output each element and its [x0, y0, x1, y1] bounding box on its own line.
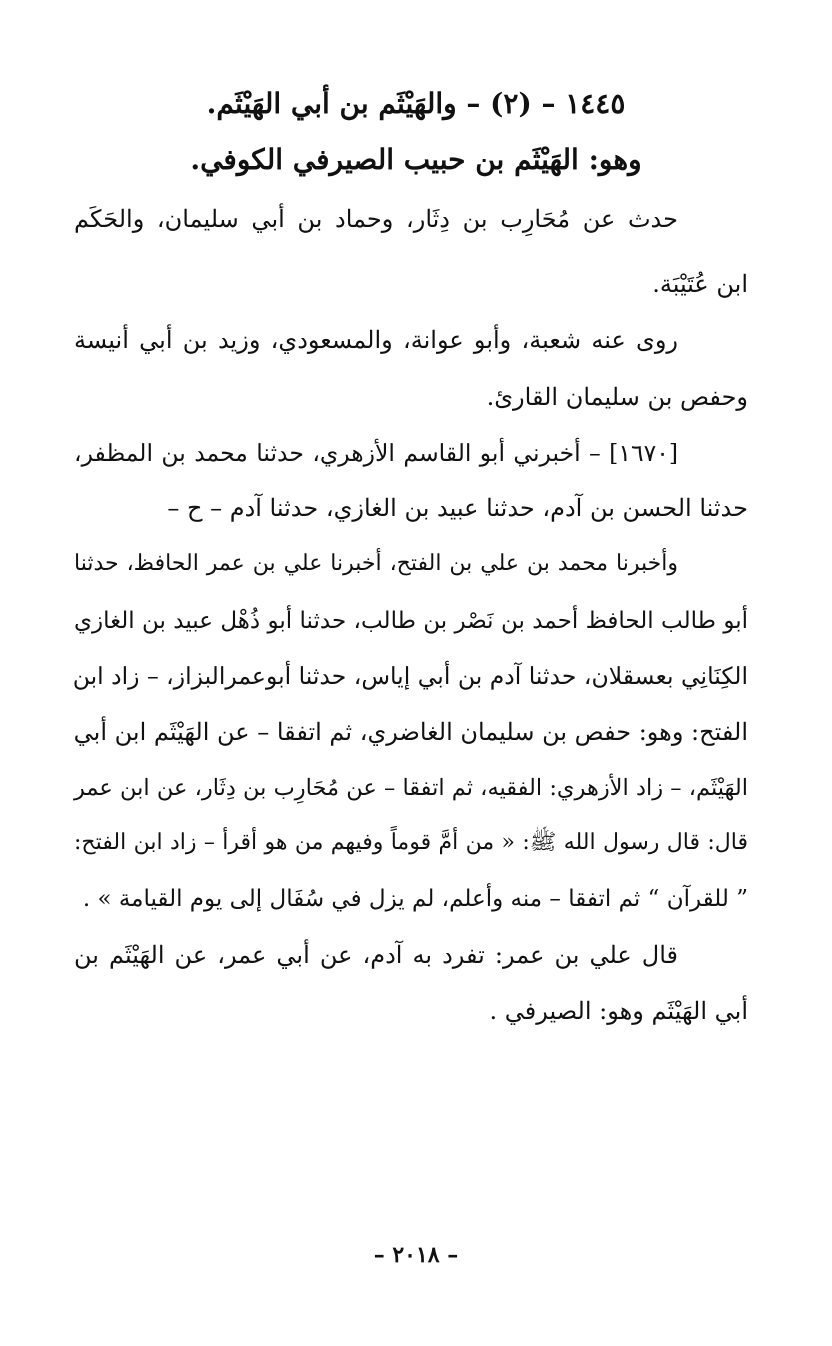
text-line: حدثنا الحسن بن آدم، حدثنا عبيد بن الغازي، حدثنا آدم – ح –: [167, 494, 748, 522]
text-line: وحفص بن سليمان القارئ.: [486, 383, 748, 411]
text-line: قال: قال رسول الله ﷺ: « من أمَّ قوماً وفيهم من هو أقرأ – زاد ابن الفتح:: [74, 830, 748, 855]
entry-subheading: وهو: الهَيْثَم بن حبيب الصيرفي الكوفي.: [190, 143, 642, 176]
text-line: روى عنه شعبة، وأبو عوانة، والمسعودي، وزيد بن أبي أنيسة: [74, 326, 678, 354]
text-line: الهَيْثَم، – زاد الأزهري: الفقيه، ثم اتفقا – عن مُحَارِب بن دِثَار، عن ابن عمر: [74, 775, 748, 801]
entry-heading: ١٤٤٥ – (٢) – والهَيْثَم بن أبي الهَيْثَم.: [206, 87, 626, 120]
page-number: – ٢٠١٨ –: [373, 1242, 459, 1268]
text-line: حدث عن مُحَارِب بن دِثَار، وحماد بن أبي سليمان، والحَكَم: [74, 205, 678, 233]
text-line: ابن عُتَيْبَة.: [652, 270, 748, 298]
text-line: الفتح: وهو: حفص بن سليمان الغاضري، ثم اتفقا – عن الهَيْثَم ابن أبي: [73, 718, 748, 746]
text-line: قال علي بن عمر: تفرد به آدم، عن أبي عمر، عن الهَيْثَم بن: [74, 941, 678, 969]
text-line: أبي الهَيْثَم وهو: الصيرفي .: [489, 997, 748, 1025]
text-line: الكِنَانِي بعسقلان، حدثنا آدم بن أبي إياس، حدثنا أبوعمرالبزاز، – زاد ابن: [72, 662, 748, 690]
text-line: [١٦٧٠] – أخبرني أبو القاسم الأزهري، حدثنا محمد بن المظفر،: [74, 439, 678, 467]
text-line: وأخبرنا محمد بن علي بن الفتح، أخبرنا علي بن عمر الحافظ، حدثنا: [74, 551, 678, 576]
text-line: ” للقرآن “ ثم اتفقا – منه وأعلم، لم يزل في سُفَال إلى يوم القيامة » .: [82, 886, 748, 912]
text-line: أبو طالب الحافظ أحمد بن نَصْر بن طالب، حدثنا أبو ذُهْل عبيد بن الغازي: [74, 608, 748, 634]
